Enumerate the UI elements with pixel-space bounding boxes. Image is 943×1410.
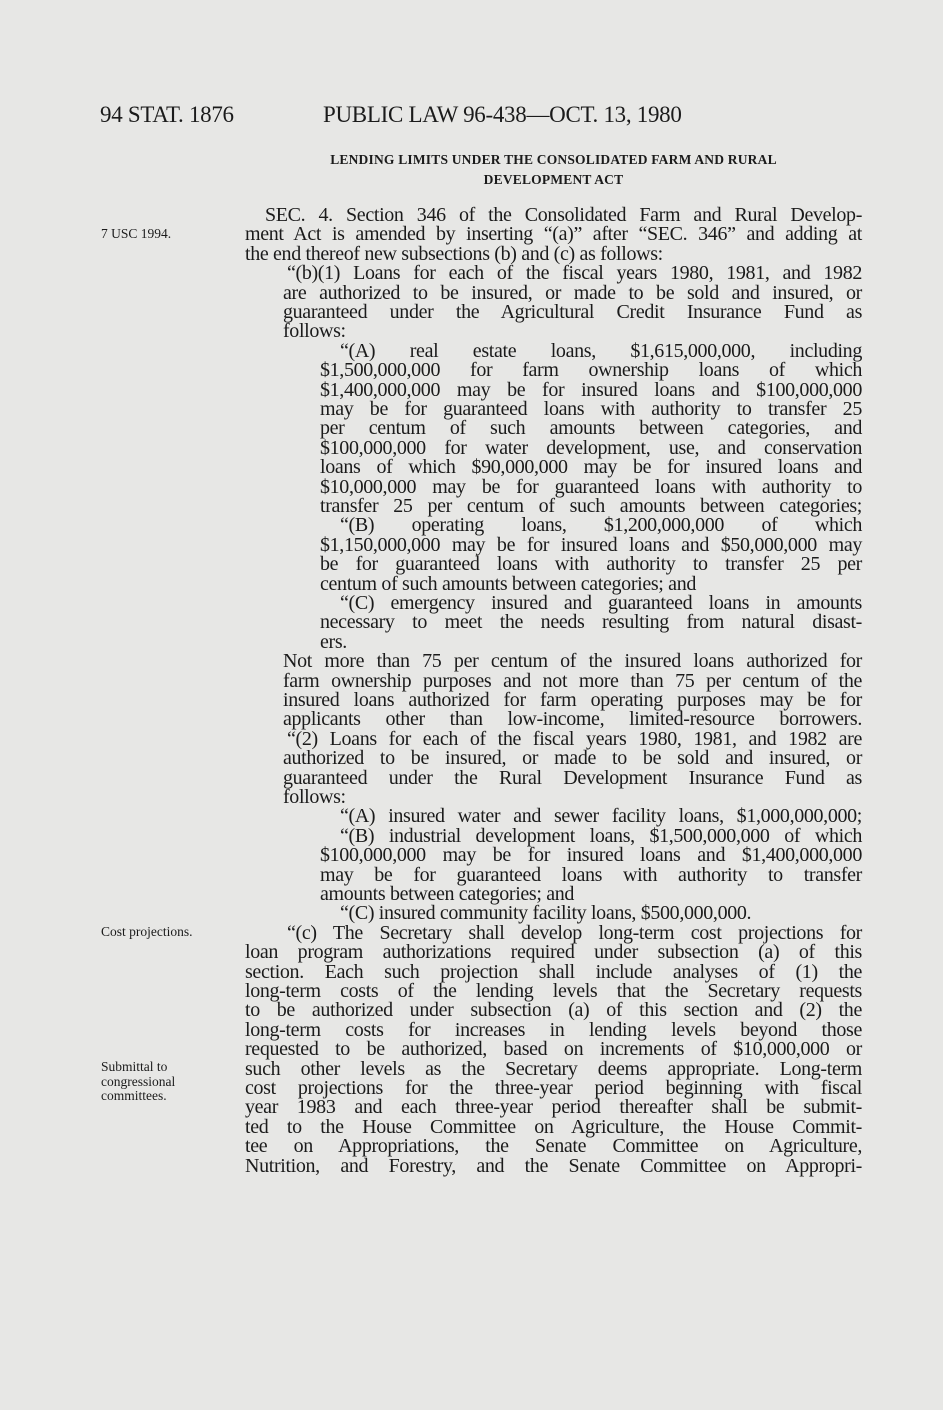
text-line: such other levels as the Secretary deems appropriate. Long-term [245, 1057, 862, 1080]
text-line: Nutrition, and Forestry, and the Senate Committee on Appropri- [245, 1154, 862, 1177]
text-line: cost projections for the three-year period beginning with fiscal [245, 1077, 862, 1099]
statute-page-number: 94 STAT. 1876 [100, 102, 234, 127]
text-line: “(B) industrial development loans, $1,500,000,000 of which [340, 824, 862, 847]
text-line: $1,400,000,000 may be for insured loans and $100,000,000 [320, 378, 862, 401]
margin-note-line: committees. [101, 1088, 167, 1103]
text-line: section. Each such projection shall include analyses of (1) the [245, 960, 862, 983]
text-line: farm ownership purposes and not more than 75 per centum of the [283, 669, 862, 692]
text-line: ers. [320, 630, 347, 653]
text-line: loan program authorizations required under subsection (a) of this [245, 941, 862, 964]
text-line: authorized to be insured, or made to be sold and insured, or [283, 747, 862, 770]
text-line: guaranteed under the Rural Development Insurance Fund as [283, 766, 862, 789]
public-law-title: PUBLIC LAW 96-438—OCT. 13, 1980 [323, 102, 682, 127]
text-line: per centum of such amounts between categories, and [320, 417, 862, 440]
text-line: Not more than 75 per centum of the insured loans authorized for [283, 650, 862, 673]
margin-note-cost-projections: Cost projections. [101, 924, 193, 939]
text-line: follows: [283, 320, 346, 343]
text-line: loans of which $90,000,000 may be for insured loans and [320, 456, 862, 479]
text-line: to be authorized under subsection (a) of this section and (2) the [245, 999, 862, 1022]
text-line: “(2) Loans for each of the fiscal years 1980, 1981, and 1982 are [287, 727, 862, 750]
text-line: long-term costs for increases in lending levels beyond those [245, 1018, 862, 1041]
text-line: “(B) operating loans, $1,200,000,000 of which [340, 514, 862, 537]
margin-note-line: congressional [101, 1073, 176, 1089]
text-line: may be for guaranteed loans with authority to transfer [320, 863, 862, 886]
text-line: $1,150,000,000 may be for insured loans and $50,000,000 may [320, 533, 862, 556]
text-line: insured loans authorized for farm operating purposes may be for [283, 689, 862, 711]
text-line: $1,500,000,000 for farm ownership loans of which [320, 359, 862, 382]
text-line: requested to be authorized, based on increments of $10,000,000 or [245, 1038, 862, 1061]
text-line: centum of such amounts between categories; and [320, 572, 696, 595]
text-line: tee on Appropriations, the Senate Committee on Agriculture, [245, 1135, 862, 1158]
text-line: ment Act is amended by inserting “(a)” after “SEC. 346” and adding at [245, 223, 862, 246]
text-line: transfer 25 per centum of such amounts between categories; [320, 495, 862, 517]
text-line: applicants other than low-income, limited-resource borrowers. [283, 708, 862, 731]
margin-note-usc: 7 USC 1994. [101, 226, 172, 241]
section-heading-line-1: LENDING LIMITS UNDER THE CONSOLIDATED FARM AND RURAL [330, 152, 777, 167]
text-line: “(C) insured community facility loans, $500,000,000. [340, 902, 752, 925]
text-line: SEC. 4. Section 346 of the Consolidated Farm and Rural Develop- [265, 204, 862, 226]
text-line: long-term costs of the lending levels that the Secretary requests [245, 980, 862, 1002]
text-line: $100,000,000 may be for insured loans and $1,400,000,000 [320, 844, 862, 867]
text-line: ted to the House Committee on Agriculture, the House Commit- [245, 1115, 862, 1138]
margin-note-line: Submittal to [101, 1059, 168, 1074]
text-line: year 1983 and each three-year period thereafter shall be submit- [245, 1096, 862, 1119]
margin-note-submittal [101, 1060, 175, 1104]
text-line: “(b)(1) Loans for each of the fiscal years 1980, 1981, and 1982 [287, 262, 862, 285]
text-line: amounts between categories; and [320, 883, 575, 905]
section-heading-line-2: DEVELOPMENT ACT [483, 172, 624, 187]
text-line: “(c) The Secretary shall develop long-term cost projections for [287, 921, 862, 944]
text-line: $100,000,000 for water development, use, and conservation [320, 436, 862, 459]
text-line: guaranteed under the Agricultural Credit Insurance Fund as [283, 301, 862, 323]
text-line: be for guaranteed loans with authority to transfer 25 per [320, 553, 862, 576]
text-line: $10,000,000 may be for guaranteed loans with authority to [320, 475, 862, 498]
text-line: may be for guaranteed loans with authority to transfer 25 [320, 398, 862, 420]
text-line: necessary to meet the needs resulting from natural disast- [320, 611, 862, 634]
text-line: “(A) insured water and sewer facility loans, $1,000,000,000; [340, 805, 862, 828]
text-line: “(A) real estate loans, $1,615,000,000, including [340, 339, 862, 362]
text-line: follows: [283, 786, 346, 808]
text-line: the end thereof new subsections (b) and (c) as follows: [245, 242, 663, 265]
text-line: are authorized to be insured, or made to be sold and insured, or [283, 281, 862, 304]
text-line: “(C) emergency insured and guaranteed loans in amounts [340, 592, 862, 614]
